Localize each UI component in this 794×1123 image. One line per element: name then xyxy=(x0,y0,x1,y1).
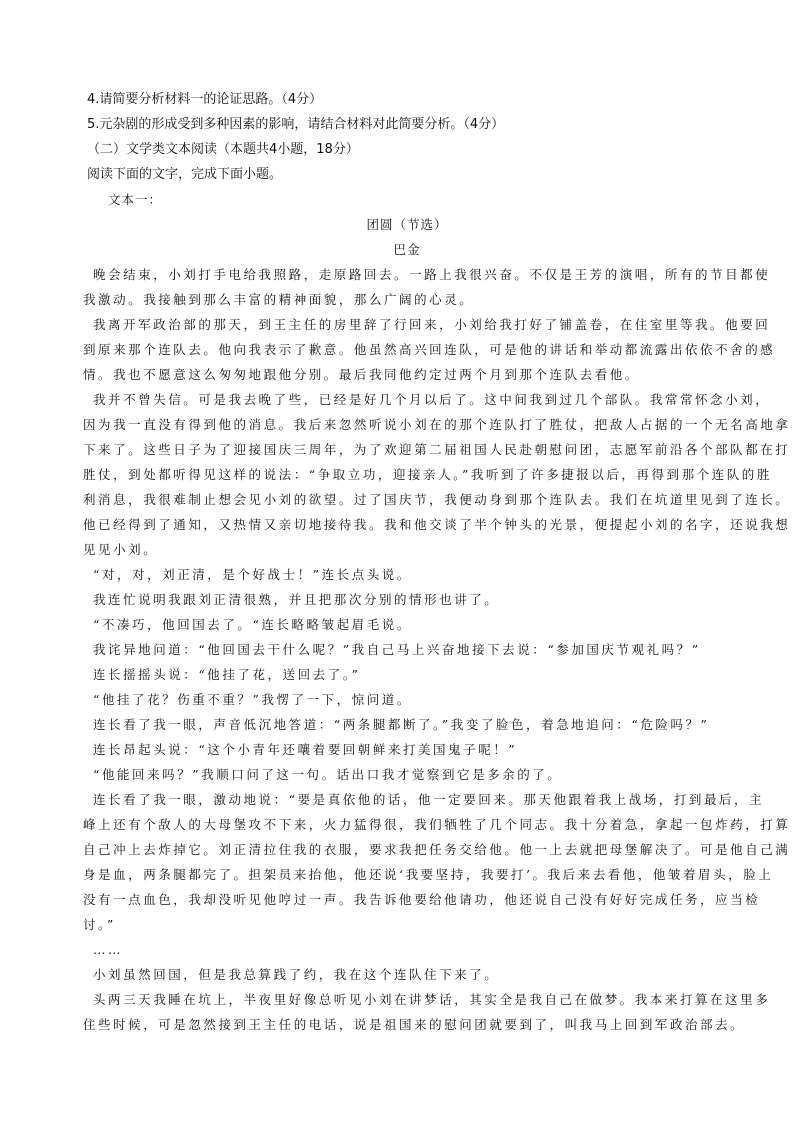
paragraph xyxy=(0,762,794,787)
paragraph-line: 讨。” xyxy=(83,917,116,932)
paragraph-line: 头两三天我睡在坑上，半夜里好像总听见小刘在讲梦话，其实全是我自己在做梦。我本来打算在这里多 xyxy=(93,992,771,1007)
passage-author: 巴金 xyxy=(393,242,421,257)
paragraph xyxy=(0,312,794,387)
paragraph-line: “不凑巧，他回国去了。“连长略略皱起眉毛说。 xyxy=(93,617,412,632)
paragraph-line: 我诧异地问道：“他回国去干什么呢？”我自己马上兴奋地接下去说：“参加国庆节观礼吗？” xyxy=(93,642,701,657)
document-page xyxy=(0,87,794,1037)
paragraph-line: …… xyxy=(93,942,124,957)
passage-title: 团圆（节选） xyxy=(366,217,448,232)
paragraph-line: 连长昂起头说：“这个小青年还嚷着要回朝鲜来打美国鬼子呢！” xyxy=(93,742,518,757)
paragraph-line: 因为我一直没有得到他的消息。我后来忽然听说小刘在的那个连队打了胜仗，把敌人占据的一个无名高地拿 xyxy=(83,417,791,432)
paragraph-line: 他已经得到了通知，又热情又亲切地接待我。我和他交谈了半个钟头的光景，便提起小刘的名字，还说我想 xyxy=(83,517,791,532)
paragraph xyxy=(0,387,794,562)
paragraph-line: 见见小刘。 xyxy=(83,542,159,557)
paragraph xyxy=(0,937,794,962)
paragraph xyxy=(0,962,794,987)
paragraph xyxy=(0,987,794,1037)
paragraph-line: 到原来那个连队去。他向我表示了歉意。他虽然高兴回连队，可是他的讲话和举动都流露出依依不舍的感 xyxy=(83,342,776,357)
paragraph-line: 下来了。这些日子为了迎接国庆三周年，为了欢迎第二届祖国人民赴朝慰问团，志愿军前沿各个部队都在打 xyxy=(83,442,791,457)
question-4: 4.请简要分析材料一的论证思路。（4分） xyxy=(87,92,323,107)
paragraph xyxy=(0,612,794,637)
paragraph-line: 身是血，两条腿都完了。担架员来抬他，他还说‘我要坚持，我要打’。我后来去看他，他皱着眉头，脸上 xyxy=(83,867,774,882)
instruction: 阅读下面的文字，完成下面小题。 xyxy=(87,167,283,182)
paragraph-line: 小刘虽然回国，但是我总算践了约，我在这个连队住下来了。 xyxy=(93,967,500,982)
paragraph-line: “他挂了花？伤重不重？”我愣了一下，惊问道。 xyxy=(93,692,412,707)
paragraph-line: 连长看了我一眼，声音低沉地答道：“两条腿都断了。”我变了脸色，着急地追问：“危险吗？” xyxy=(93,717,710,732)
text-label: 文本一： xyxy=(108,192,163,207)
paragraph-line: 没有一点血色，我却没听见他哼过一声。我告诉他要给他请功，他还说自己没有好好完成任务，应当检 xyxy=(83,892,761,907)
paragraph xyxy=(0,587,794,612)
paragraph-line: “对，对，刘正清，是个好战士！”连长点头说。 xyxy=(93,567,412,582)
paragraph-line: 我连忙说明我跟刘正清很熟，并且把那次分别的情形也讲了。 xyxy=(93,592,500,607)
paragraph xyxy=(0,637,794,662)
paragraph xyxy=(0,737,794,762)
paragraph-line: 我激动。我接触到那么丰富的精神面貌，那么广阔的心灵。 xyxy=(83,292,475,307)
paragraph-line: 我并不曾失信。可是我去晚了些，已经是好几个月以后了。这中间我到过几个部队。我常常怀念小刘， xyxy=(93,392,771,407)
paragraph-line: 我离开军政治部的那天，到王主任的房里辞了行回来，小刘给我打好了铺盖卷，在住室里等我。他要回 xyxy=(93,317,771,332)
paragraph xyxy=(0,687,794,712)
paragraph xyxy=(0,787,794,937)
paragraph xyxy=(0,712,794,737)
paragraph-line: “他能回来吗？”我顺口问了这一句。话出口我才觉察到它是多余的了。 xyxy=(93,767,563,782)
paragraph xyxy=(0,262,794,312)
paragraph-line: 情。我也不愿意这么匆匆地跟他分别。最后我同他约定过两个月到那个连队去看他。 xyxy=(83,367,640,382)
passage-body xyxy=(0,262,794,1037)
paragraph-line: 自己冲上去炸掉它。刘正清拉住我的衣服，要求我把任务交给他。他一上去就把母堡解决了。可是他自己满 xyxy=(83,842,791,857)
paragraph-line: 利消息，我很难制止想会见小刘的欲望。过了国庆节，我便动身到那个连队去。我们在坑道里见到了连长。 xyxy=(83,492,791,507)
paragraph-line: 晚会结束，小刘打手电给我照路，走原路回去。一路上我很兴奋。不仅是王芳的演唱，所有的节目都使 xyxy=(93,267,771,282)
paragraph-line: 住些时候，可是忽然接到王主任的电话，说是祖国来的慰问团就要到了，叫我马上回到军政治部去。 xyxy=(83,1017,746,1032)
paragraph xyxy=(0,662,794,687)
paragraph-line: 峰上还有个敌人的大母堡攻不下来，火力猛得很，我们牺牲了几个同志。我十分着急，拿起一包炸药，打算 xyxy=(83,817,791,832)
section-heading: （二）文学类文本阅读（本题共4小题，18分） xyxy=(87,142,359,157)
question-5: 5.元杂剧的形成受到多种因素的影响，请结合材料对此简要分析。（4分） xyxy=(87,117,505,132)
paragraph-line: 胜仗，到处都听得见这样的说法：“争取立功，迎接亲人。”我听到了许多捷报以后，再得到那个连队的胜 xyxy=(83,467,772,482)
paragraph xyxy=(0,562,794,587)
paragraph-line: 连长摇摇头说：“他挂了花，送回去了。” xyxy=(93,667,361,682)
paragraph-line: 连长看了我一眼，激动地说：“要是真依他的话，他一定要回来。那天他跟着我上战场，打到最后，主 xyxy=(93,792,765,807)
